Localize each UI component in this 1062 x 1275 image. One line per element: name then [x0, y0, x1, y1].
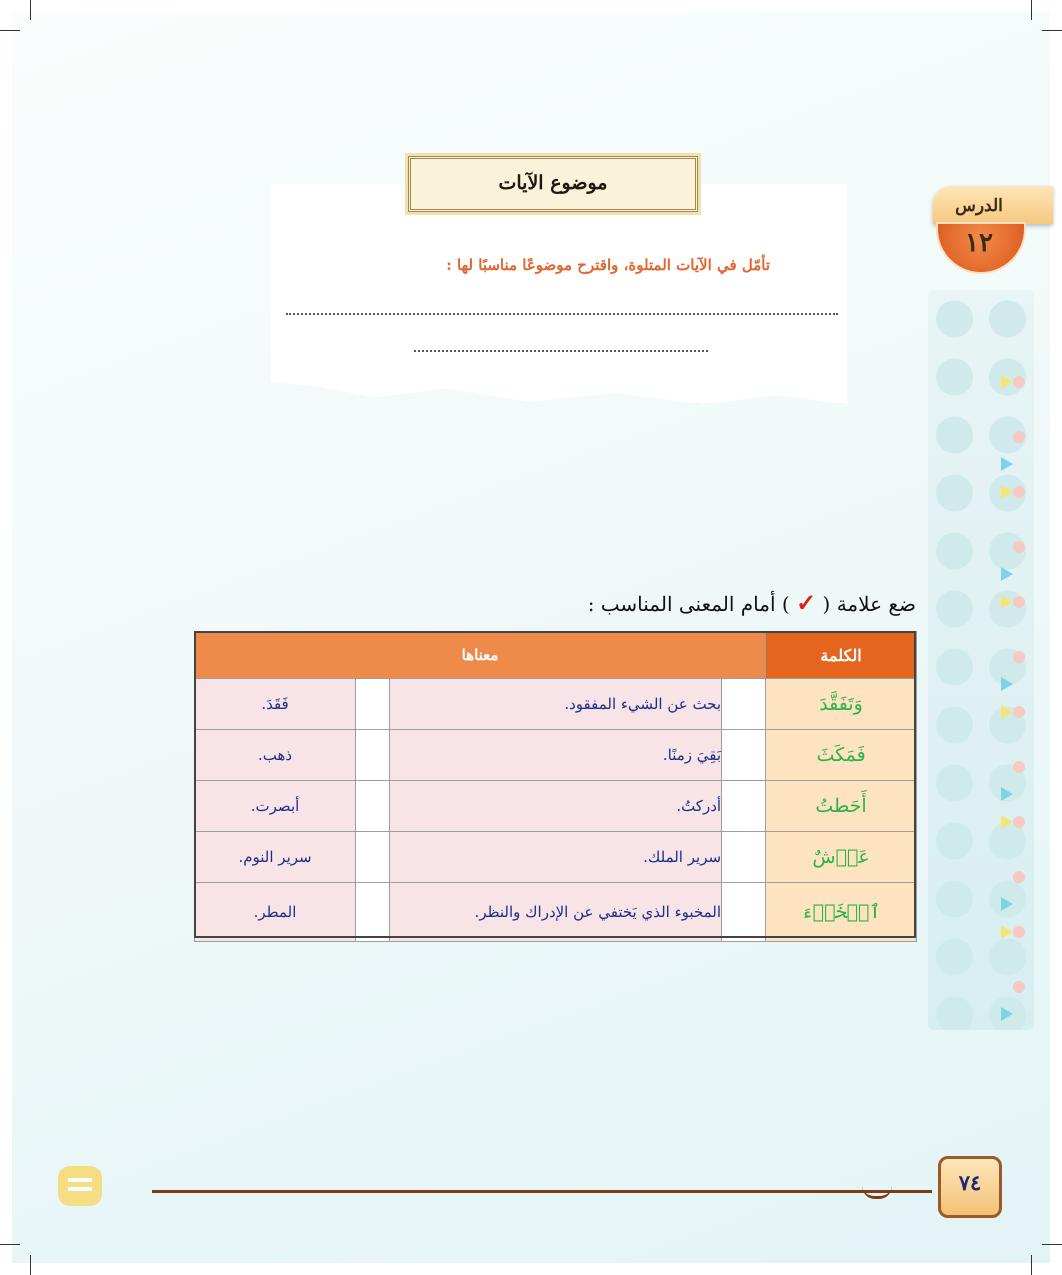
activity-paper [271, 184, 847, 404]
exercise-instruction [540, 588, 916, 617]
table-row [195, 781, 917, 832]
meaning-option-cell: أبصرت. [195, 781, 356, 832]
checkbox-cell[interactable] [356, 781, 390, 832]
header-meaning: معناها [195, 632, 766, 679]
crop-mark [1031, 0, 1032, 20]
instruction-text-start: ضع علامة ( [822, 592, 916, 616]
checkbox-cell[interactable] [722, 730, 766, 781]
meaning-option-cell: أدركتُ. [390, 781, 722, 832]
crop-mark [1042, 30, 1062, 31]
checkbox-cell[interactable] [722, 883, 766, 942]
ornament-dot-icon [1013, 431, 1025, 443]
word-cell: أَحَطتُ [766, 781, 917, 832]
checkbox-cell[interactable] [722, 832, 766, 883]
crop-mark [30, 1255, 31, 1275]
ornament-triangle-icon [1001, 677, 1013, 691]
word-cell: ٱلۡخَبۡءَ [766, 883, 917, 942]
meaning-option-cell: سرير الملك. [390, 832, 722, 883]
ornament-triangle-icon [1001, 567, 1013, 581]
crop-mark [0, 30, 20, 31]
instruction-text-end: ) أمام المعنى المناسب : [587, 592, 790, 616]
ornament-dot-icon [1013, 761, 1025, 773]
checkbox-cell[interactable] [356, 730, 390, 781]
checkbox-cell[interactable] [356, 679, 390, 730]
ornament-dot-icon [1013, 651, 1025, 663]
crop-mark [30, 0, 31, 20]
answer-line[interactable] [286, 313, 838, 315]
ornament-dot-icon [1013, 596, 1025, 608]
ornament-triangle-icon [1001, 925, 1013, 939]
ornament-dot-icon [1013, 706, 1025, 718]
ornament-dot-icon [1013, 871, 1025, 883]
lesson-number: ١٢ [965, 228, 993, 258]
crop-mark [1031, 1255, 1032, 1275]
ornament-triangle-icon [1001, 705, 1013, 719]
meaning-option-cell: بحث عن الشيء المفقود. [390, 679, 722, 730]
meaning-option-cell: المطر. [195, 883, 356, 942]
meaning-option-cell: فَقَدَ. [195, 679, 356, 730]
crop-mark [1042, 1244, 1062, 1245]
ornament-dot-icon [1013, 816, 1025, 828]
table-row [195, 679, 917, 730]
header-word: الكلمة [766, 632, 917, 679]
meaning-option-cell: سرير النوم. [195, 832, 356, 883]
word-cell: فَمَكَثَ [766, 730, 917, 781]
footer-rule [152, 1190, 932, 1193]
table-row [195, 883, 917, 942]
ornament-triangle-icon [1001, 815, 1013, 829]
meaning-table [194, 631, 916, 938]
checkbox-cell[interactable] [722, 781, 766, 832]
meaning-option-cell: بَقِيَ زمنًا. [390, 730, 722, 781]
ornament-triangle-icon [1001, 897, 1013, 911]
table-row [195, 730, 917, 781]
ornament-triangle-icon [1001, 787, 1013, 801]
checkbox-cell[interactable] [722, 679, 766, 730]
word-cell: وَتَفَقَّدَ [766, 679, 917, 730]
check-mark-icon: ✓ [796, 588, 817, 617]
ornament-triangle-icon [1001, 375, 1013, 389]
table-row [195, 832, 917, 883]
activity-title: موضوع الآيات [498, 172, 608, 194]
ornament-dot-icon [1013, 981, 1025, 993]
crop-mark [0, 1244, 20, 1245]
meaning-option-cell: المخبوء الذي يَختفي عن الإدراك والنظر. [390, 883, 722, 942]
meaning-option-cell: ذهب. [195, 730, 356, 781]
answer-line[interactable] [414, 350, 708, 352]
ornament-dot-icon [1013, 926, 1025, 938]
publisher-logo-icon [58, 1166, 102, 1206]
checkbox-cell[interactable] [356, 883, 390, 942]
ornament-triangle-icon [1001, 595, 1013, 609]
lesson-label: الدرس [955, 196, 1003, 216]
ornament-triangle-icon [1001, 485, 1013, 499]
page-number: ٧٤ [958, 1170, 982, 1195]
checkbox-cell[interactable] [356, 832, 390, 883]
ornament-triangle-icon [1001, 1007, 1013, 1021]
ornament-triangle-icon [1001, 457, 1013, 471]
activity-prompt: تأمّل في الآيات المتلوة، واقترح موضوعًا مناسبًا لها : [446, 256, 770, 274]
ornament-dot-icon [1013, 376, 1025, 388]
word-cell: عَرۡشٌ [766, 832, 917, 883]
ornament-dot-icon [1013, 541, 1025, 553]
ornament-dot-icon [1013, 486, 1025, 498]
